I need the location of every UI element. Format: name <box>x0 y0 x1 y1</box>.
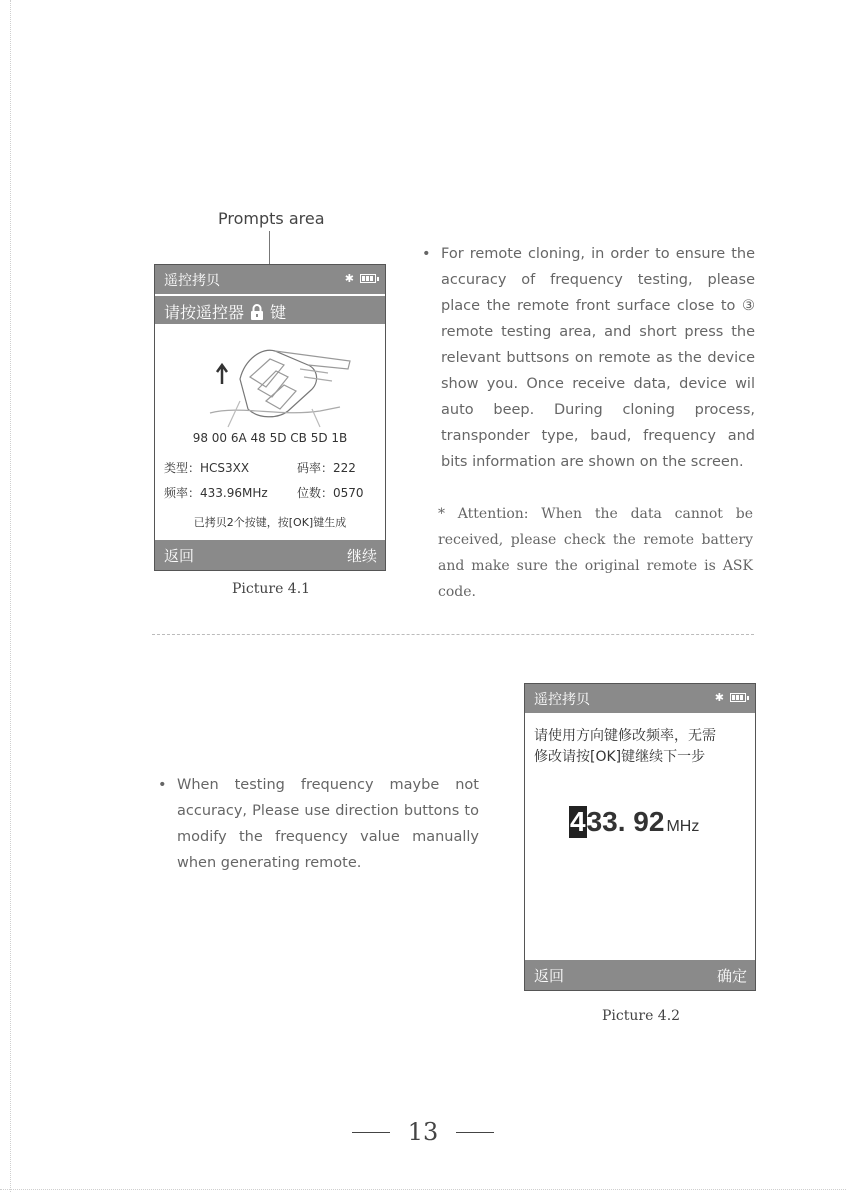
prompt-key-text: 键 <box>270 303 287 322</box>
frequency-info: 频率：433.96MHz <box>164 486 268 500</box>
instruction-line-1: 请使用方向键修改频率，无需 <box>534 728 716 744</box>
back-softkey[interactable]: 返回 <box>534 967 565 985</box>
device-screen-clone <box>154 264 386 571</box>
bullet-dot: • <box>158 777 167 793</box>
frequency-instructions-text: When testing frequency maybe not accuracy, Please use direction buttons to modify the frequency value manually when generating remote. <box>177 777 479 871</box>
continue-softkey[interactable]: 继续 <box>346 547 377 565</box>
status-icons <box>715 692 746 703</box>
cloning-instructions <box>422 241 755 475</box>
frequency-digits: 33. 92 <box>586 806 665 837</box>
page-edge-bottom <box>0 1189 846 1190</box>
bullet-dot: • <box>422 246 431 262</box>
page-number-text: 13 <box>407 1118 439 1146</box>
prompts-area-label: Prompts area <box>218 209 325 228</box>
remote-key-illustration <box>200 339 355 429</box>
section-divider <box>152 634 754 635</box>
caption-picture-4-2: Picture 4.2 <box>602 1008 681 1024</box>
selected-digit[interactable]: 4 <box>570 806 586 837</box>
caption-picture-4-1: Picture 4.1 <box>232 581 311 597</box>
cloning-instructions-text: For remote cloning, in order to ensure the accuracy of frequency testing, please place the remote front surface close to ③ remote testing area, and short press the relevant buttsons on remote as the device show you. Once receive data, device wil auto beep. During cloning process, transponder type, baud, frequency and bits information are shown on the screen. <box>441 246 755 470</box>
frequency-instructions <box>158 772 479 876</box>
attention-note: * Attention: When the data cannot be received, please check the remote battery and make sure the original remote is ASK code. <box>438 506 753 600</box>
screen-footer-bar <box>155 540 385 570</box>
frequency-unit: MHz <box>666 818 700 835</box>
prompts-area <box>155 296 385 324</box>
screen-footer-bar <box>525 960 755 990</box>
screen-title: 遥控拷贝 <box>164 273 220 289</box>
copied-keys-note: 已拷贝2个按键，按[OK]键生成 <box>193 516 347 529</box>
screen-title-bar <box>525 684 755 713</box>
prompt-text: 请按遥控器 <box>164 303 245 322</box>
screen-title: 遥控拷贝 <box>534 692 590 708</box>
frequency-value[interactable] <box>569 806 699 838</box>
screen-title-bar <box>155 265 385 296</box>
frequency-instruction <box>534 726 749 768</box>
status-icons <box>345 273 376 284</box>
device-screen-frequency <box>524 683 756 991</box>
instruction-line-2: 修改请按[OK]键继续下一步 <box>534 749 706 765</box>
page-number <box>0 1118 846 1146</box>
page-number-rule-left <box>352 1132 390 1133</box>
page-edge-left <box>10 0 11 1192</box>
bits-info: 位数：0570 <box>297 486 364 500</box>
data-hex-readout: 98 00 6A 48 5D CB 5D 1B <box>192 431 348 445</box>
type-info: 类型：HCS3XX <box>164 461 250 475</box>
page-number-rule-right <box>456 1132 494 1133</box>
battery-icon <box>730 693 746 702</box>
bluetooth-icon: ✱ <box>344 272 354 285</box>
battery-icon <box>360 274 376 283</box>
lock-icon <box>250 304 264 320</box>
confirm-softkey[interactable]: 确定 <box>716 967 747 985</box>
baud-info: 码率：222 <box>297 461 356 475</box>
bluetooth-icon: ✱ <box>714 691 724 704</box>
back-softkey[interactable]: 返回 <box>164 547 195 565</box>
